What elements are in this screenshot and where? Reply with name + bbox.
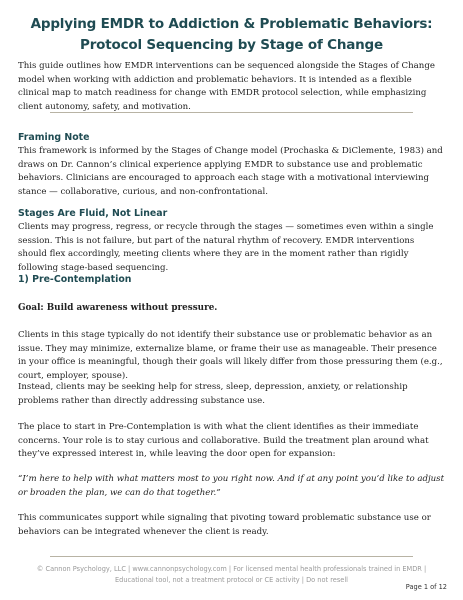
page-number: Page 1 of 12	[405, 583, 447, 591]
goal-statement: Goal: Build awareness without pressure.	[18, 303, 218, 313]
title-line-2: Protocol Sequencing by Stage of Change	[80, 37, 383, 53]
intro-paragraph: This guide outlines how EMDR interventions can be sequenced alongside the Stages of Change model when working with addiction and problematic behaviors. It is intended as a flexible clinical map to match readiness for change with EMDR protocol selection, while emphasizing client autonomy, safety, and motivation.	[18, 61, 435, 112]
framing-note-heading: Framing Note	[18, 132, 90, 143]
top-divider	[50, 112, 413, 113]
framing-note-section	[18, 131, 445, 199]
pre-contemplation-paragraph-3: The place to start in Pre-Contemplation is with what the client identifies as their immediate concerns. Your role is to stay curious and collaborative. Build the treatment plan around what they’ve expressed interest in, while leaving the door open for expansion:	[18, 422, 429, 460]
quote-block	[18, 473, 445, 500]
intro-section	[18, 60, 445, 114]
client-quote: “I’m here to help with what matters most to you right now. And if at any point you’d like to adjust or broaden the plan, we can do that together.”	[18, 474, 445, 498]
paragraph-4-block	[18, 512, 445, 539]
pre-contemplation-section	[18, 273, 445, 287]
pre-contemplation-heading: 1) Pre-Contemplation	[18, 274, 132, 285]
stages-fluid-section	[18, 207, 445, 275]
pre-contemplation-paragraph-4: This communicates support while signaling that pivoting toward problematic substance use or behaviors can be integrated whenever the client is ready.	[18, 513, 431, 537]
paragraph-1-block	[18, 329, 445, 383]
goal-block	[18, 302, 445, 315]
paragraph-2-block	[18, 381, 445, 408]
stages-fluid-heading: Stages Are Fluid, Not Linear	[18, 208, 168, 219]
footer-line-2: Educational tool, not a treatment protocol or CE activity | Do not resell	[115, 576, 348, 584]
title-line-1: Applying EMDR to Addiction & Problematic Behaviors:	[30, 16, 433, 32]
footer-divider	[50, 556, 413, 557]
footer-line-1: © Cannon Psychology, LLC | www.cannonpsychology.com | For licensed mental health professionals trained in EMDR |	[36, 565, 427, 573]
paragraph-3-block	[18, 421, 445, 462]
framing-note-text: This framework is informed by the Stages of Change model (Prochaska & DiClemente, 1983) and draws on Dr. Cannon’s clinical experience applying EMDR to substance use and problematic behaviors. Clinicians are encouraged to approach each stage with a motivational interviewing stance — collaborative, curious, and non-confrontational.	[18, 146, 443, 197]
document-title	[10, 14, 453, 56]
pre-contemplation-paragraph-2: Instead, clients may be seeking help for stress, sleep, depression, anxiety, or relationship problems rather than directly addressing substance use.	[18, 382, 408, 406]
pre-contemplation-paragraph-1: Clients in this stage typically do not identify their substance use or problematic behavior as an issue. They may minimize, externalize blame, or frame their use as manageable. Their presence in your office is meaningful, though their goals will likely differ from those pressuring them (e.g., court, employer, spouse).	[18, 330, 443, 381]
stages-fluid-text: Clients may progress, regress, or recycle through the stages — sometimes even within a single session. This is not failure, but part of the natural rhythm of recovery. EMDR interventions should flex accordingly, meeting clients where they are in the moment rather than rigidly following stage-based sequencing.	[18, 222, 434, 273]
